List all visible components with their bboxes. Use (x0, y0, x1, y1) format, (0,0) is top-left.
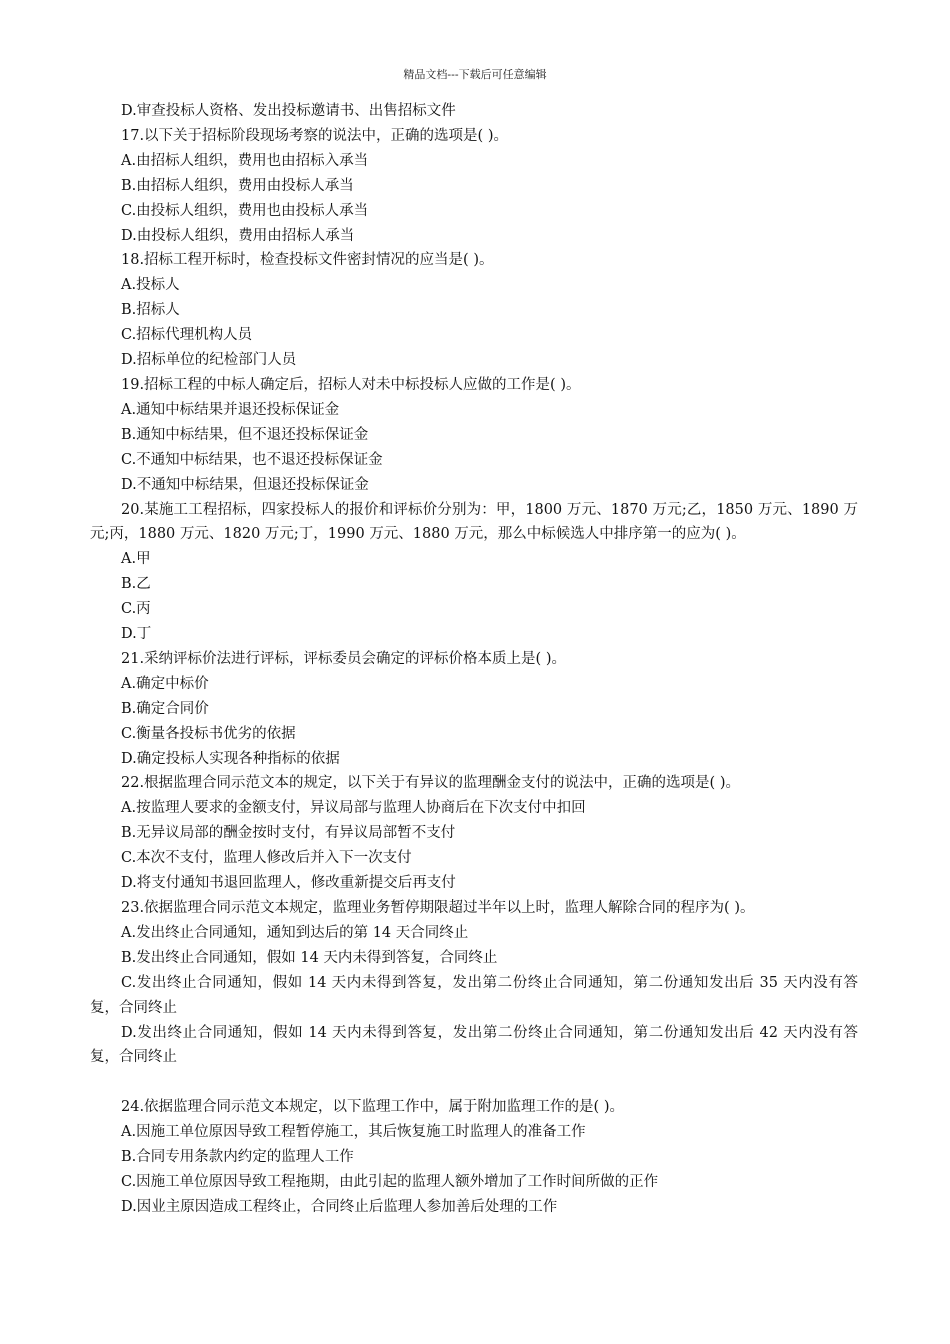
option-text: B.合同专用条款内约定的监理人工作 (121, 1149, 354, 1166)
question-text: 22.根据监理合同示范文本的规定，以下关于有异议的监理酬金支付的说法中，正确的选项是( )。 (121, 775, 740, 792)
option-text: A.甲 (121, 551, 151, 568)
option-text: D.招标单位的纪检部门人员 (121, 352, 297, 369)
option-text: D.确定投标人实现各种指标的依据 (121, 750, 340, 767)
option-text: D.由投标人组织，费用由招标人承当 (121, 227, 355, 244)
option-text: A.因施工单位原因导致工程暂停施工，其后恢复施工时监理人的准备工作 (121, 1124, 586, 1141)
option-text: C.发出终止合同通知，假如 14 天内未得到答复，发出第二份终止合同通知，第二份通知发出后 35 天内没有答复，合同终止 (90, 974, 858, 1016)
option-text: B.乙 (121, 576, 151, 593)
option-text: A.通知中标结果并退还投标保证金 (121, 401, 340, 418)
question-text: 21.采纳评标价法进行评标，评标委员会确定的评标价格本质上是( )。 (121, 650, 566, 667)
option-text: B.由招标人组织，费用由投标人承当 (121, 177, 354, 194)
option-text: B.发出终止合同通知，假如 14 天内未得到答复，合同终止 (121, 949, 498, 966)
option-text: C.招标代理机构人员 (121, 327, 253, 344)
page-header: 精品文档---下载后可任意编辑 (403, 68, 547, 81)
question-text: 20.某施工工程招标，四家投标人的报价和评标价分别为：甲，1800 万元、1870 万元;乙，1850 万元、1890 万元;丙，1880 万元、1820 万元;丁，1990 万元、1880 万元，那么中标候选人中排序第一的应为( )。 (90, 501, 858, 543)
option-text: A.按监理人要求的金额支付，异议局部与监理人协商后在下次支付中扣回 (121, 800, 586, 817)
option-text: D.审查投标人资格、发出投标邀请书、出售招标文件 (121, 103, 456, 119)
option-text: D.将支付通知书退回监理人，修改重新提交后再支付 (121, 875, 456, 892)
option-text: C.不通知中标结果，也不退还投标保证金 (121, 451, 383, 468)
option-text: B.招标人 (121, 302, 180, 319)
option-text: C.由投标人组织，费用也由投标人承当 (121, 202, 369, 219)
blank-line (90, 1070, 858, 1095)
option-text: A.发出终止合同通知，通知到达后的第 14 天合同终止 (121, 924, 469, 941)
question-text: 17.以下关于招标阶段现场考察的说法中，正确的选项是( )。 (121, 127, 508, 144)
option-text: A.由招标人组织，费用也由招标入承当 (121, 152, 369, 169)
option-text: C.衡量各投标书优劣的依据 (121, 725, 296, 742)
question-text: 19.招标工程的中标人确定后，招标人对未中标投标人应做的工作是( )。 (121, 376, 581, 393)
option-text: D.丁 (121, 626, 152, 643)
question-text: 23.依据监理合同示范文本规定，监理业务暂停期限超过半年以上时，监理人解除合同的程序为( )。 (121, 900, 755, 916)
option-text: D.发出终止合同通知，假如 14 天内未得到答复，发出第二份终止合同通知，第二份通知发出后 42 天内没有答复，合同终止 (90, 1024, 858, 1066)
option-text: D.因业主原因造成工程终止，合同终止后监理人参加善后处理的工作 (121, 1198, 558, 1215)
option-text: B.确定合同价 (121, 700, 209, 717)
question-text: 24.依据监理合同示范文本规定，以下监理工作中，属于附加监理工作的是( )。 (121, 1099, 624, 1116)
option-text: B.通知中标结果，但不退还投标保证金 (121, 426, 369, 443)
question-text: 18.招标工程开标时，检查投标文件密封情况的应当是( )。 (121, 252, 494, 269)
option-text: B.无异议局部的酬金按时支付，有异议局部暂不支付 (121, 825, 456, 842)
document-body (90, 99, 858, 1220)
option-text: C.本次不支付，监理人修改后并入下一次支付 (121, 850, 412, 867)
option-text: C.丙 (121, 601, 151, 618)
option-text: D.不通知中标结果，但退还投标保证金 (121, 476, 369, 493)
option-text: C.因施工单位原因导致工程拖期，由此引起的监理人额外增加了工作时间所做的正作 (121, 1173, 659, 1190)
option-text: A.投标人 (121, 277, 180, 294)
option-text: A.确定中标价 (121, 675, 209, 692)
